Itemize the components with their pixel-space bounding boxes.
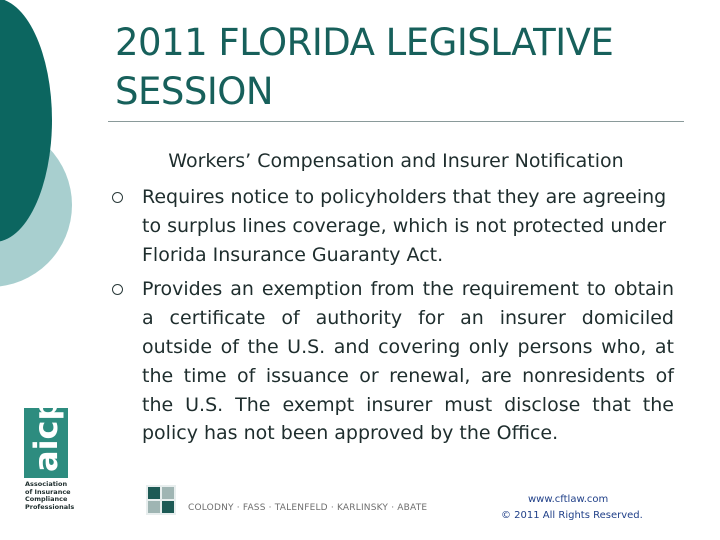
- bullet-text: Requires notice to policyholders that they are agreeing to surplus lines coverage, which is not protected under Florida Insurance Guaranty Act.: [142, 186, 667, 266]
- bullet-item: [112, 183, 674, 269]
- bullet-list: [112, 183, 674, 454]
- firm-logo-icon: [146, 485, 176, 515]
- title-line-2: SESSION: [115, 70, 274, 113]
- aicp-caption-line: Association: [25, 480, 68, 488]
- bullet-text: Provides an exemption from the requirement to obtain a certificate of authority for an insurer domiciled outside of the U.S. and covering only persons who, at the time of issuance or renewal, are nonresidents of the U.S. The exempt insurer must disclose that the policy has not been approved by the Office.: [142, 278, 674, 445]
- slide-subheading: Workers’ Compensation and Insurer Notification: [168, 150, 624, 172]
- slide-title: [115, 18, 705, 116]
- bullet-item: [112, 275, 674, 448]
- aicp-caption-line: of Insurance: [25, 487, 71, 496]
- title-divider: [108, 121, 684, 122]
- circle-bullet-icon: [112, 192, 123, 203]
- corner-decoration: [0, 0, 110, 320]
- aicp-caption-line: Compliance: [25, 495, 68, 504]
- aicp-logo-text: aicp: [27, 397, 65, 472]
- aicp-logo: [24, 397, 68, 478]
- aicp-caption-line: Professionals: [25, 502, 75, 511]
- footer-website[interactable]: www.cftlaw.com: [528, 494, 609, 505]
- firm-name: COLODNY · FASS · TALENFELD · KARLINSKY · ABATE: [188, 503, 428, 513]
- aicp-caption: [25, 481, 95, 511]
- circle-bullet-icon: [112, 284, 123, 295]
- footer-copyright: © 2011 All Rights Reserved.: [501, 510, 643, 521]
- title-line-1: 2011 FLORIDA LEGISLATIVE: [115, 21, 614, 64]
